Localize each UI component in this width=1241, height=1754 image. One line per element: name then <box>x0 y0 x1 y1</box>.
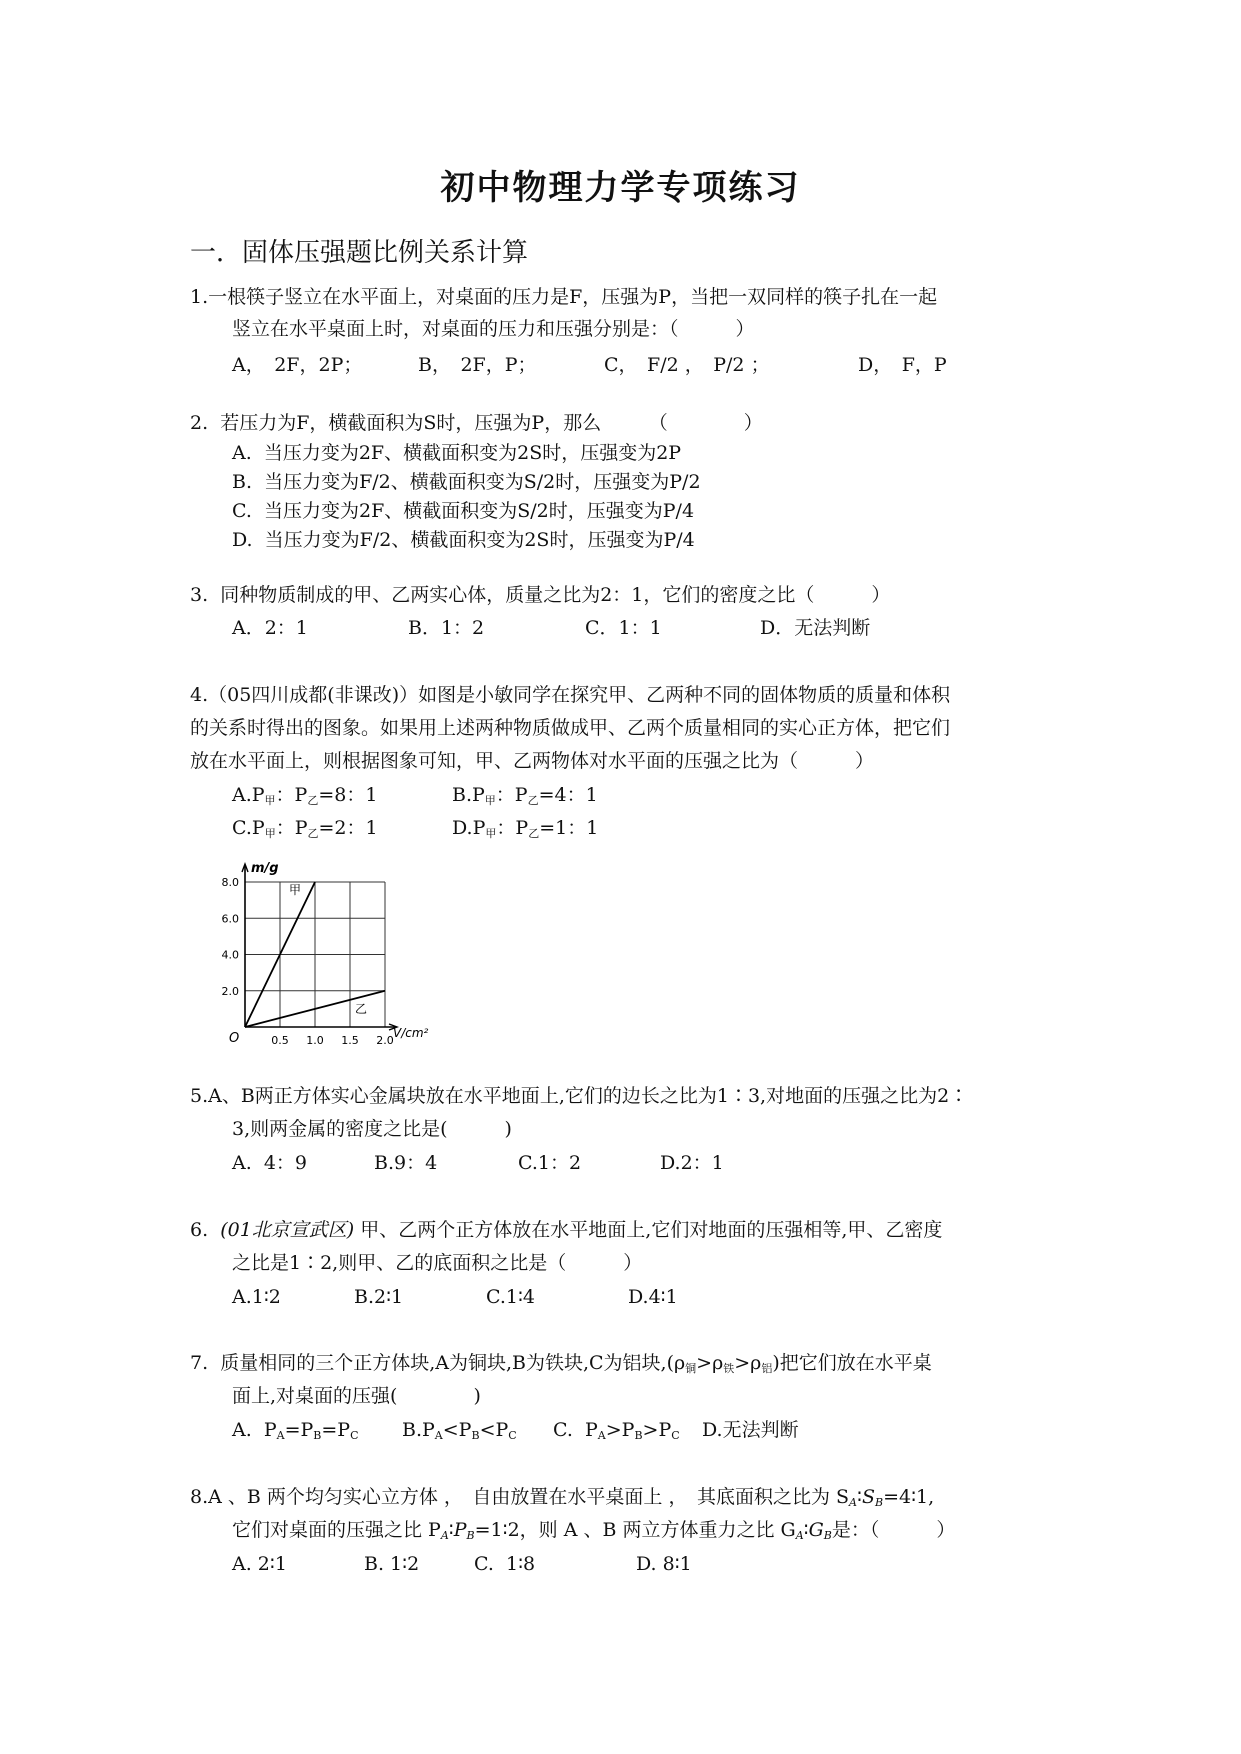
q6-line-2: 之比是1∶2,则甲、乙的底面积之比是（ ） <box>232 1252 643 1274</box>
x-tick-label-3: 2.0 <box>376 1034 394 1047</box>
q4-option-c: $C.P_甲$：$P_乙=2$：1 <box>232 817 378 840</box>
q8-option-c: C. 1∶8 <box>474 1553 536 1575</box>
q1-line-1: 1.一根筷子竖立在水平面上，对桌面的压力是F，压强为P，当把一双同样的筷子扎在一起 <box>190 286 938 308</box>
q4-line-2: 的关系时得出的图象。如果用上述两种物质做成甲、乙两个质量相同的实心正方体，把它们 <box>190 717 951 739</box>
q1-option-b: B， 2F，P； <box>418 354 537 376</box>
x-axis-label: V/cm² <box>393 1026 429 1040</box>
q7-option-d: D.无法判断 <box>702 1419 799 1441</box>
q6-option-a: A.1∶2 <box>232 1286 281 1308</box>
q3-option-c: C．1：1 <box>585 617 662 639</box>
q4-option-d: $D.P_甲$：$P_乙=1$：1 <box>452 817 599 840</box>
q5-option-a: A. 4：9 <box>232 1152 308 1174</box>
y-tick-label-3: 8.0 <box>221 876 239 889</box>
q7-option-b: $B.P_A<P_B<P_C$ <box>402 1419 517 1442</box>
q8-option-a: A. 2∶1 <box>232 1553 287 1575</box>
x-tick-label-1: 1.0 <box>306 1034 324 1047</box>
q8-line-2: 它们对桌面的压强之比 $P_A∶P_B=1∶2$，则 A 、B 两立方体重力之比 $G_A∶G_B$是：（ ） <box>232 1519 956 1542</box>
q2-option-c: C. 当压力变为2F、横截面积变为S/2时，压强变为P/4 <box>232 500 695 522</box>
mass-volume-chart <box>205 852 445 1062</box>
q8-option-d: D. 8∶1 <box>636 1553 692 1575</box>
q2-option-b: B. 当压力变为F/2、横截面积变为S/2时，压强变为P/2 <box>232 471 701 493</box>
q4-option-b: $B.P_甲$：$P_乙=4$：1 <box>452 784 598 807</box>
q1-line-2: 竖立在水平桌面上时，对桌面的压力和压强分别是：（ ） <box>232 318 755 340</box>
y-tick-label-0: 2.0 <box>221 984 239 998</box>
q8-line-1: 8.A 、B 两个均匀实心立方体 ， 自由放置在水平桌面上 ， 其底面积之比为 $S_A∶S_B=4∶1$, <box>190 1486 935 1509</box>
q1-option-a: A， 2F，2P； <box>232 354 363 376</box>
q5-option-d: D.2：1 <box>660 1152 724 1174</box>
q6-option-b: B.2∶1 <box>354 1286 404 1308</box>
q5-line-2: 3,则两金属的密度之比是( ) <box>232 1118 512 1140</box>
x-tick-label-2: 1.5 <box>341 1034 359 1047</box>
y-tick-label-1: 4.0 <box>221 948 239 962</box>
y-tick-label-2: 6.0 <box>221 912 239 926</box>
q5-option-c: C.1：2 <box>518 1152 582 1174</box>
q4-line-3: 放在水平面上，则根据图象可知，甲、乙两物体对水平面的压强之比为（ ） <box>190 750 875 772</box>
q1-option-c: C， F/2 ， P/2 ； <box>604 354 770 376</box>
q4-option-a: $A.P_甲$：$P_乙=8$：1 <box>232 784 378 807</box>
q6-option-c: C.1∶4 <box>486 1286 536 1308</box>
q2-option-a: A. 当压力变为2F、横截面积变为2S时，压强变为2P <box>232 442 682 464</box>
q8-option-b: B. 1∶2 <box>364 1553 420 1575</box>
y-axis-label: m/g <box>251 861 279 876</box>
q6-line-1: 6. (01北京宣武区) 甲、乙两个正方体放在水平地面上,它们对地面的压强相等,甲、乙密度 <box>190 1219 943 1241</box>
q5-line-1: 5.A、B两正方体实心金属块放在水平地面上,它们的边长之比为1∶3,对地面的压强之比为2∶ <box>190 1085 969 1107</box>
q3-option-a: A．2：1 <box>232 617 308 639</box>
q3-option-d: D．无法判断 <box>760 617 871 639</box>
section-heading: 一．固体压强题比例关系计算 <box>190 238 529 268</box>
q1-option-d: D， F，P <box>858 354 947 376</box>
q7-option-c: C. $P_A>P_B>P_C$ <box>553 1419 680 1442</box>
q7-line-2: 面上,对桌面的压强( ) <box>232 1385 481 1407</box>
q7-option-a: A. $P_A=P_B=P_C$ <box>232 1419 359 1442</box>
q2-option-d: D. 当压力变为F/2、横截面积变为2S时，压强变为P/4 <box>232 529 695 551</box>
q2-line-1: 2. 若压力为F，横截面积为S时，压强为P，那么 （ ） <box>190 412 763 434</box>
q5-option-b: B.9：4 <box>374 1152 438 1174</box>
series-label-0: 甲 <box>289 883 302 897</box>
x-tick-label-0: 0.5 <box>271 1034 289 1047</box>
q3-line-1: 3. 同种物质制成的甲、乙两实心体，质量之比为2：1，它们的密度之比（ ） <box>190 584 891 606</box>
page-title: 初中物理力学专项练习 <box>440 168 801 208</box>
q3-option-b: B．1：2 <box>408 617 485 639</box>
q4-line-1: 4.（05四川成都(非课改)）如图是小敏同学在探究甲、乙两种不同的固体物质的质量和体积 <box>190 684 951 706</box>
origin-label: O <box>229 1031 240 1046</box>
q7-line-1: 7. 质量相同的三个正方体块,A为铜块,B为铁块,C为铝块$,(\rho_铜>\rho_铁>\rho_铝)$把它们放在水平桌 <box>190 1352 932 1375</box>
series-label-1: 乙 <box>355 1001 368 1016</box>
q6-option-d: D.4∶1 <box>628 1286 678 1308</box>
